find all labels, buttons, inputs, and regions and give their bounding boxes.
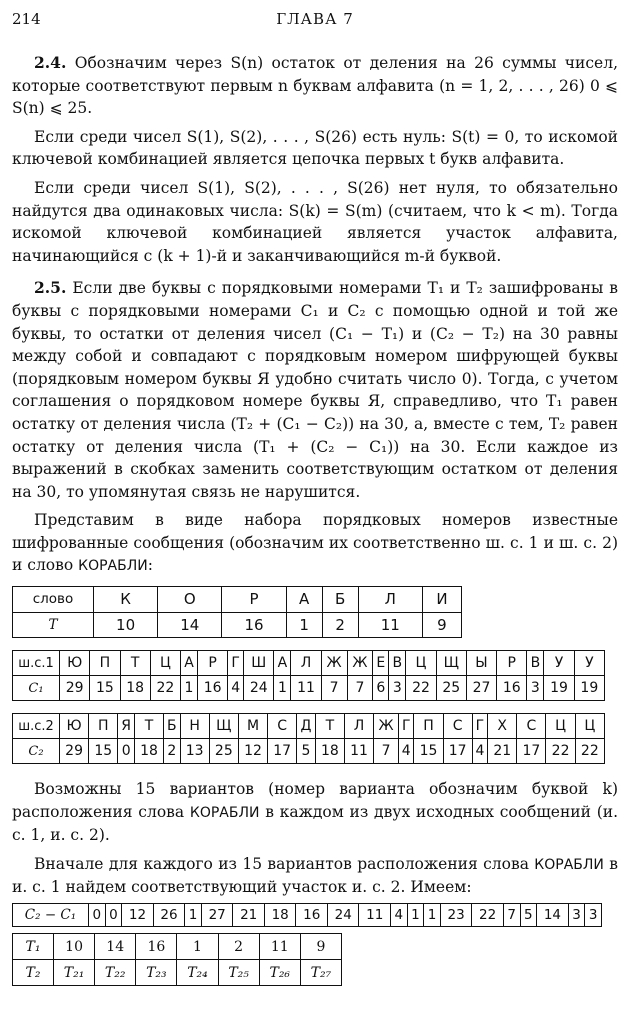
table-cell: 15 <box>89 739 118 764</box>
table-cell: 17 <box>517 739 546 764</box>
table-cell: Ц <box>406 651 436 676</box>
table-cell: В <box>389 651 406 676</box>
keyword: КОРАБЛИ <box>534 856 604 873</box>
table-cell: 18 <box>120 676 150 701</box>
table-cell: 19 <box>574 676 604 701</box>
table-cell: T₂₄ <box>177 960 218 986</box>
row-label: слово <box>13 587 94 613</box>
page-number: 214 <box>12 10 41 28</box>
cipher-message-2-table <box>12 713 605 764</box>
table-cell: 10 <box>54 934 95 960</box>
table-cell: Г <box>399 714 414 739</box>
table-cell: 1 <box>424 904 441 927</box>
table-cell: 24 <box>244 676 274 701</box>
row-label: C₂ − C₁ <box>13 904 89 927</box>
table-cell: 16 <box>222 612 286 638</box>
table-cell: М <box>238 714 267 739</box>
table-cell: 1 <box>407 904 424 927</box>
table-cell: 16 <box>497 676 527 701</box>
table-cell: Ю <box>60 651 90 676</box>
table-cell: 14 <box>537 904 569 927</box>
table-cell: 9 <box>422 612 461 638</box>
table-cell: С <box>443 714 472 739</box>
table-cell: 15 <box>90 676 120 701</box>
table-cell: Щ <box>436 651 466 676</box>
table-cell: Н <box>180 714 209 739</box>
table-cell: 21 <box>488 739 517 764</box>
table-cell: Б <box>322 587 358 613</box>
page-header <box>12 4 618 34</box>
table-cell: В <box>527 651 544 676</box>
table-cell: 26 <box>153 904 185 927</box>
section-number: 2.4. <box>34 53 67 72</box>
table-cell: 16 <box>296 904 328 927</box>
table-cell: Ц <box>575 714 604 739</box>
table-cell: Д <box>297 714 316 739</box>
table-cell: 18 <box>134 739 163 764</box>
t-values-table <box>12 933 342 986</box>
table-cell: Е <box>373 651 389 676</box>
table-cell: 1 <box>181 676 198 701</box>
table-cell: 25 <box>209 739 238 764</box>
table-cell: 12 <box>238 739 267 764</box>
table-cell: 1 <box>274 676 291 701</box>
paragraph: в каждом из двух исходных сообщений (и. с. 1, и. с. 2). <box>12 802 619 845</box>
table-cell: 4 <box>399 739 414 764</box>
row-label: ш.с.2 <box>13 714 60 739</box>
table-cell: Ж <box>374 714 399 739</box>
table-cell: 0 <box>89 904 106 927</box>
table-cell: П <box>414 714 443 739</box>
table-cell: О <box>158 587 222 613</box>
row-label: C₁ <box>13 676 60 701</box>
table-cell: Ц <box>546 714 575 739</box>
table-cell: T₂₁ <box>54 960 95 986</box>
page <box>12 4 618 986</box>
table-cell: 3 <box>568 904 585 927</box>
table-cell: Т <box>134 714 163 739</box>
row-label: T₂ <box>13 960 54 986</box>
table-cell: 1 <box>185 904 202 927</box>
table-cell: И <box>422 587 461 613</box>
table-cell: Ж <box>347 651 373 676</box>
table-cell: T₂₅ <box>218 960 259 986</box>
table-cell: 22 <box>575 739 604 764</box>
table-cell: 21 <box>233 904 265 927</box>
table-cell: А <box>286 587 322 613</box>
table-cell: 4 <box>228 676 244 701</box>
word-table <box>12 586 462 638</box>
table-cell: Р <box>197 651 227 676</box>
table-cell: T₂₂ <box>95 960 136 986</box>
paragraph: Если среди чисел S(1), S(2), . . . , S(26) нет нуля, то обязательно найдутся два одинаковых числа: S(k) = S(m) (считаем, что k < m). Тогда искомой ключевой комбинацией является участок алфавита, начинающийся с (k + 1)-й и заканчивающийся m-й буквой. <box>12 178 618 265</box>
table-cell: 11 <box>359 904 391 927</box>
keyword: КОРАБЛИ <box>189 804 260 821</box>
table-cell: 7 <box>321 676 347 701</box>
table-cell: 22 <box>472 904 504 927</box>
table-cell: 14 <box>158 612 222 638</box>
table-cell: T₂₃ <box>136 960 177 986</box>
table-cell: Р <box>497 651 527 676</box>
table-cell: 17 <box>268 739 297 764</box>
table-cell: Л <box>291 651 321 676</box>
table-cell: 6 <box>373 676 389 701</box>
table-cell: T₂₇ <box>300 960 341 986</box>
paragraph: Представим в виде набора порядковых номеров известные шифрованные сообщения (обозначим их соответственно ш. с. 1 и ш. с. 2) и слово <box>12 511 618 575</box>
table-cell: П <box>90 651 120 676</box>
table-cell: 29 <box>60 676 90 701</box>
table-cell: А <box>274 651 291 676</box>
table-cell: 22 <box>546 739 575 764</box>
table-cell: 17 <box>443 739 472 764</box>
table-cell: 10 <box>94 612 158 638</box>
punctuation: : <box>147 556 153 575</box>
paragraph: Если среди чисел S(1), S(2), . . . , S(26) есть нуль: S(t) = 0, то искомой ключевой комбинацией является цепочка первых t букв алфавита. <box>12 127 618 169</box>
table-cell: Х <box>488 714 517 739</box>
difference-table <box>12 903 602 927</box>
table-cell: 2 <box>218 934 259 960</box>
table-cell: 16 <box>197 676 227 701</box>
table-cell: 22 <box>150 676 180 701</box>
table-cell: 7 <box>347 676 373 701</box>
table-cell: 5 <box>520 904 537 927</box>
table-cell: П <box>89 714 118 739</box>
table-cell: 27 <box>466 676 496 701</box>
table-cell: 11 <box>358 612 422 638</box>
section-number: 2.5. <box>34 278 67 298</box>
table-cell: С <box>517 714 546 739</box>
table-cell: 19 <box>544 676 574 701</box>
row-label: T₁ <box>13 934 54 960</box>
table-cell: 14 <box>95 934 136 960</box>
table-cell: 23 <box>440 904 472 927</box>
table-cell: 24 <box>327 904 359 927</box>
table-cell: 27 <box>201 904 233 927</box>
keyword: КОРАБЛИ <box>78 558 148 575</box>
table-cell: 5 <box>297 739 316 764</box>
table-cell: 1 <box>286 612 322 638</box>
section-2-5 <box>12 277 618 578</box>
paragraph: Если две буквы с порядковыми номерами T₁ и T₂ зашифрованы в буквы с порядковыми номерами C₁ и C₂ с помощью одной и той же буквы, то остатки от деления чисел (C₁ − T₁) и (C₂ − T₂) на 30 равны между собой и совпадают с порядковым номером шифрующей буквы (порядковым номером буквы Я удобно считать число 0). Тогда, с учетом соглашения о порядковом номере буквы Я, справедливо, что T₁ равен остатку от деления числа (T₂ + (C₁ − C₂)) на 30, а, вместе с тем, T₂ равен остатку от деления числа (T₁ + (C₂ − C₁)) на 30. Если каждое из выражений в скобках заменить соответствующим остатком от деления на 30, то упомянутая связь не нарушится. <box>12 279 618 501</box>
table-cell: 4 <box>391 904 408 927</box>
table-cell: 11 <box>291 676 321 701</box>
table-cell: С <box>268 714 297 739</box>
section-2-4 <box>12 52 618 267</box>
table-cell: 15 <box>414 739 443 764</box>
table-cell: 11 <box>344 739 373 764</box>
row-label: C₂ <box>13 739 60 764</box>
table-cell: 0 <box>105 904 122 927</box>
table-cell: T₂₆ <box>259 960 300 986</box>
table-cell: Р <box>222 587 286 613</box>
paragraph: в и. с. 1 найдем соответствующий участок и. с. 2. Имеем: <box>12 854 618 897</box>
table-cell: Ж <box>321 651 347 676</box>
table-cell: У <box>544 651 574 676</box>
table-cell: 7 <box>374 739 399 764</box>
table-cell: 7 <box>503 904 520 927</box>
table-cell: 13 <box>180 739 209 764</box>
table-cell: 11 <box>259 934 300 960</box>
table-cell: 3 <box>389 676 406 701</box>
table-cell: 16 <box>136 934 177 960</box>
table-cell: 0 <box>118 739 135 764</box>
table-cell: 4 <box>472 739 487 764</box>
table-cell: 2 <box>322 612 358 638</box>
table-cell: 9 <box>300 934 341 960</box>
table-cell: Т <box>315 714 344 739</box>
chapter-title: ГЛАВА 7 <box>276 10 354 28</box>
table-cell: Л <box>358 587 422 613</box>
table-cell: У <box>574 651 604 676</box>
table-cell: К <box>94 587 158 613</box>
table-cell: Г <box>228 651 244 676</box>
table-cell: 22 <box>406 676 436 701</box>
table-cell: Ц <box>150 651 180 676</box>
row-label: ш.с.1 <box>13 651 60 676</box>
table-cell: 3 <box>585 904 602 927</box>
table-cell: Ю <box>60 714 89 739</box>
row-label: T <box>13 612 94 638</box>
table-cell: Г <box>472 714 487 739</box>
paragraph: Обозначим через S(n) остаток от деления на 26 суммы чисел, которые соответствуют первым n буквам алфавита (n = 1, 2, . . . , 26) 0 ⩽ S(n) ⩽ 25. <box>12 54 618 118</box>
cipher-message-1-table <box>12 650 605 701</box>
table-cell: Б <box>164 714 180 739</box>
table-cell: Я <box>118 714 135 739</box>
table-cell: Щ <box>209 714 238 739</box>
paragraph: Возможны 15 вариантов (номер варианта обозначим буквой k) расположения слова <box>12 780 618 821</box>
table-cell: 12 <box>122 904 154 927</box>
table-cell: А <box>181 651 198 676</box>
table-cell: Ш <box>244 651 274 676</box>
table-cell: Ы <box>466 651 496 676</box>
table-cell: 2 <box>164 739 180 764</box>
table-cell: Т <box>120 651 150 676</box>
table-cell: 18 <box>315 739 344 764</box>
table-cell: 1 <box>177 934 218 960</box>
after-tables-text <box>12 778 618 899</box>
table-cell: 25 <box>436 676 466 701</box>
paragraph: Вначале для каждого из 15 вариантов расположения слова <box>34 854 529 873</box>
table-cell: 18 <box>264 904 296 927</box>
table-cell: Л <box>344 714 373 739</box>
table-cell: 29 <box>60 739 89 764</box>
table-cell: 3 <box>527 676 544 701</box>
